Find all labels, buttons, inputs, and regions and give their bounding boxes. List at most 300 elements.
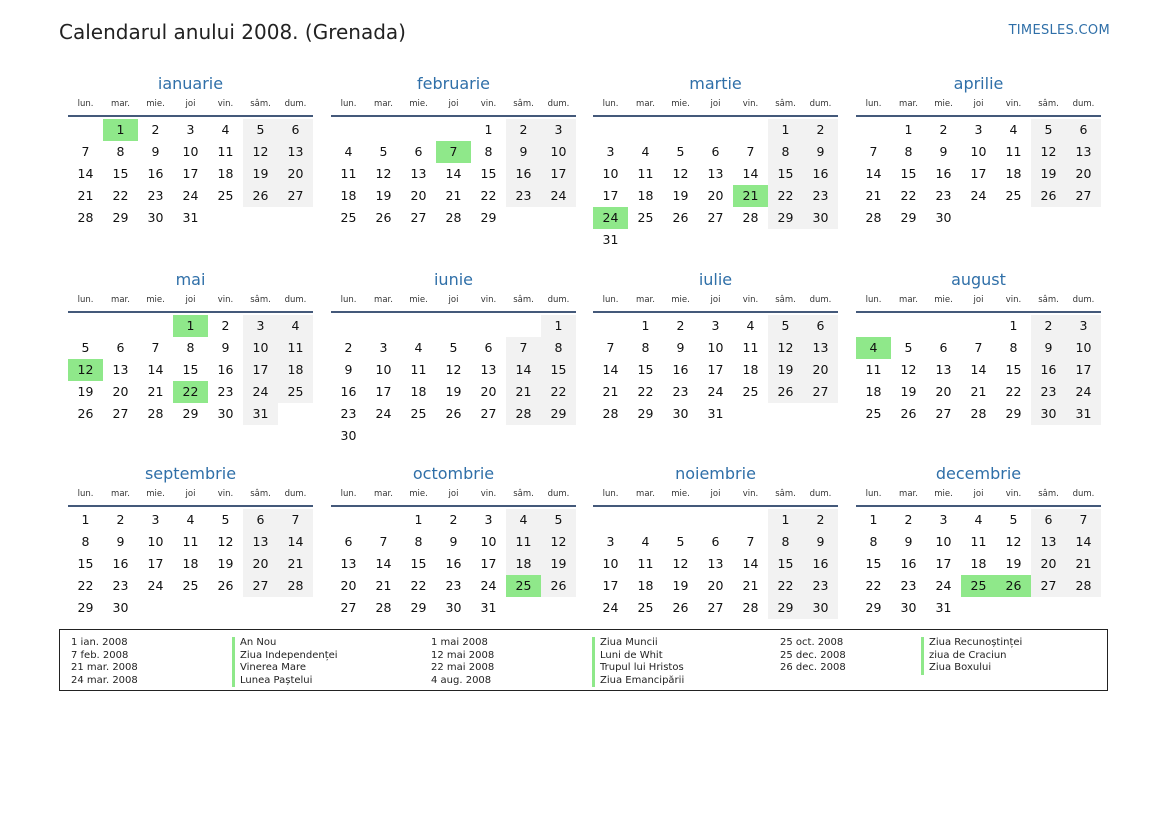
day-cell: 16: [1031, 359, 1066, 381]
weekday-label: mar.: [899, 489, 918, 499]
weekday-label: vin.: [480, 99, 497, 109]
day-cell: 20: [935, 384, 952, 399]
day-cell: 28: [147, 406, 164, 421]
day-cell: 22: [480, 188, 497, 203]
day-cell: 28: [742, 210, 759, 225]
month-name: iunie: [433, 270, 473, 289]
weekday-header: [68, 293, 313, 307]
day-cell: 7: [506, 337, 541, 359]
day-cell: 4: [186, 512, 195, 527]
day-cell: 8: [186, 340, 195, 355]
day-cell: 30: [803, 597, 838, 619]
weekday-label: dum.: [809, 489, 832, 499]
day-grid: [68, 315, 313, 425]
day-cell: 30: [340, 428, 357, 443]
day-cell: 24: [602, 600, 619, 615]
legend-date: 21 mar. 2008: [71, 662, 138, 673]
weekday-label: mar.: [899, 295, 918, 305]
day-cell: 10: [602, 166, 619, 181]
day-cell: 8: [81, 534, 90, 549]
weekday-label: vin.: [742, 489, 759, 499]
weekday-label: joi: [710, 99, 721, 109]
day-cell: 26: [900, 406, 917, 421]
day-cell: 24: [970, 188, 987, 203]
day-cell: 10: [935, 534, 952, 549]
day-cell: 7: [81, 144, 90, 159]
day-cell: 21: [970, 384, 987, 399]
weekday-label: mie.: [934, 295, 953, 305]
legend-holiday-name: Ziua Boxului: [921, 662, 1022, 675]
empty-cell: [891, 315, 926, 337]
day-cell: 8: [1009, 340, 1018, 355]
day-cell: 23: [672, 384, 689, 399]
day-cell: 3: [939, 512, 948, 527]
day-cell: 1: [1009, 318, 1018, 333]
holiday-day: 1: [173, 315, 208, 337]
month-name: martie: [689, 74, 742, 93]
day-cell: 7: [379, 534, 388, 549]
holiday-day: 22: [173, 381, 208, 403]
weekday-label: mie.: [934, 489, 953, 499]
day-grid: [331, 119, 576, 229]
day-cell: 11: [637, 556, 654, 571]
day-cell: 28: [602, 406, 619, 421]
legend-dates-column: [780, 637, 846, 675]
legend-holiday-name: ziua de Craciun: [921, 650, 1022, 663]
weekday-label: mie.: [671, 99, 690, 109]
day-cell: 3: [151, 512, 160, 527]
day-cell: 27: [935, 406, 952, 421]
weekday-label: lun.: [77, 99, 94, 109]
day-cell: 12: [243, 141, 278, 163]
day-cell: 14: [445, 166, 462, 181]
day-cell: 20: [243, 553, 278, 575]
header-divider: [856, 505, 1101, 507]
day-cell: 11: [970, 534, 987, 549]
day-cell: 14: [865, 166, 882, 181]
day-cell: 5: [1009, 512, 1018, 527]
day-cell: 28: [506, 403, 541, 425]
day-cell: 21: [278, 553, 313, 575]
day-cell: 22: [112, 188, 129, 203]
day-cell: 24: [375, 406, 392, 421]
legend-names-column: [592, 637, 684, 687]
day-cell: 1: [869, 512, 878, 527]
day-cell: 15: [865, 556, 882, 571]
legend-holiday-name: Ziua Muncii: [592, 637, 684, 650]
day-grid: [593, 119, 838, 251]
day-cell: 31: [480, 600, 497, 615]
day-cell: 7: [151, 340, 160, 355]
month-mai: [68, 269, 313, 425]
day-cell: 19: [672, 188, 689, 203]
legend-dates-column: [71, 637, 138, 687]
day-cell: 16: [506, 163, 541, 185]
weekday-label: sâm.: [250, 489, 271, 499]
day-cell: 12: [672, 166, 689, 181]
day-cell: 13: [278, 141, 313, 163]
weekday-label: lun.: [602, 99, 619, 109]
day-cell: 27: [1031, 575, 1066, 597]
day-cell: 12: [672, 556, 689, 571]
legend-date: 12 mai 2008: [431, 649, 495, 661]
day-cell: 11: [1005, 144, 1022, 159]
day-cell: 9: [676, 340, 685, 355]
day-cell: 25: [217, 188, 234, 203]
day-cell: 26: [672, 600, 689, 615]
holiday-legend: [59, 629, 1108, 691]
day-cell: 4: [278, 315, 313, 337]
day-cell: 23: [900, 578, 917, 593]
day-cell: 12: [375, 166, 392, 181]
day-cell: 18: [340, 188, 357, 203]
day-cell: 21: [77, 188, 94, 203]
weekday-label: mar.: [111, 295, 130, 305]
day-cell: 11: [217, 144, 234, 159]
weekday-label: dum.: [809, 295, 832, 305]
day-cell: 18: [865, 384, 882, 399]
day-cell: 27: [803, 381, 838, 403]
day-cell: 20: [278, 163, 313, 185]
day-cell: 3: [974, 122, 983, 137]
month-name: septembrie: [144, 464, 237, 483]
header-divider: [68, 115, 313, 117]
legend-date: 1 mai 2008: [431, 637, 488, 648]
month-iunie: [331, 269, 576, 447]
day-cell: 29: [865, 600, 882, 615]
day-cell: 5: [221, 512, 230, 527]
day-cell: 23: [506, 185, 541, 207]
weekday-label: joi: [185, 99, 196, 109]
weekday-header: [68, 97, 313, 111]
holiday-day: 25: [506, 575, 541, 597]
day-cell: 31: [182, 210, 199, 225]
day-cell: 17: [602, 188, 619, 203]
day-cell: 30: [112, 600, 129, 615]
day-cell: 31: [707, 406, 724, 421]
day-cell: 30: [803, 207, 838, 229]
day-cell: 17: [541, 163, 576, 185]
weekday-label: lun.: [865, 295, 882, 305]
day-cell: 25: [637, 600, 654, 615]
day-cell: 22: [410, 578, 427, 593]
day-cell: 8: [541, 337, 576, 359]
day-cell: 3: [379, 340, 388, 355]
day-cell: 14: [602, 362, 619, 377]
day-cell: 27: [410, 210, 427, 225]
empty-cell: [663, 509, 698, 531]
day-cell: 5: [449, 340, 458, 355]
empty-cell: [138, 315, 173, 337]
day-cell: 23: [340, 406, 357, 421]
day-cell: 23: [935, 188, 952, 203]
legend-date: 1 ian. 2008: [71, 637, 128, 648]
weekday-label: mar.: [899, 99, 918, 109]
day-cell: 11: [637, 166, 654, 181]
weekday-label: dum.: [547, 295, 570, 305]
day-cell: 28: [742, 600, 759, 615]
day-cell: 18: [506, 553, 541, 575]
empty-cell: [331, 119, 366, 141]
day-cell: 16: [112, 556, 129, 571]
weekday-label: vin.: [1005, 295, 1022, 305]
empty-cell: [698, 509, 733, 531]
day-cell: 16: [217, 362, 234, 377]
weekday-label: lun.: [602, 295, 619, 305]
weekday-header: [593, 487, 838, 501]
day-cell: 2: [116, 512, 125, 527]
empty-cell: [593, 119, 628, 141]
weekday-label: dum.: [1072, 99, 1095, 109]
day-cell: 24: [243, 381, 278, 403]
day-cell: 16: [803, 553, 838, 575]
weekday-label: mie.: [934, 99, 953, 109]
day-grid: [593, 315, 838, 425]
weekday-label: lun.: [340, 99, 357, 109]
day-cell: 22: [900, 188, 917, 203]
day-cell: 25: [410, 406, 427, 421]
day-cell: 19: [541, 553, 576, 575]
weekday-label: mie.: [671, 295, 690, 305]
weekday-label: dum.: [547, 489, 570, 499]
weekday-label: joi: [448, 295, 459, 305]
month-name: august: [951, 270, 1006, 289]
site-link[interactable]: TIMESLES.COM: [1008, 23, 1110, 38]
weekday-label: mie.: [146, 99, 165, 109]
legend-holiday-name: Lunea Paștelui: [232, 675, 338, 688]
weekday-label: mar.: [374, 295, 393, 305]
weekday-label: vin.: [217, 489, 234, 499]
day-cell: 29: [112, 210, 129, 225]
weekday-header: [856, 293, 1101, 307]
day-cell: 4: [641, 534, 650, 549]
weekday-label: joi: [448, 489, 459, 499]
day-cell: 2: [676, 318, 685, 333]
weekday-label: lun.: [865, 489, 882, 499]
day-cell: 29: [182, 406, 199, 421]
holiday-day: 24: [593, 207, 628, 229]
day-cell: 22: [1005, 384, 1022, 399]
day-cell: 14: [742, 166, 759, 181]
day-cell: 10: [970, 144, 987, 159]
day-cell: 22: [541, 381, 576, 403]
day-cell: 11: [182, 534, 199, 549]
weekday-header: [331, 97, 576, 111]
day-cell: 23: [147, 188, 164, 203]
day-cell: 2: [221, 318, 230, 333]
day-cell: 1: [484, 122, 493, 137]
weekday-label: sâm.: [513, 99, 534, 109]
day-cell: 26: [768, 381, 803, 403]
empty-cell: [366, 315, 401, 337]
weekday-header: [68, 487, 313, 501]
day-cell: 17: [602, 578, 619, 593]
holiday-day: 21: [733, 185, 768, 207]
legend-date: 4 aug. 2008: [431, 674, 492, 686]
day-cell: 12: [541, 531, 576, 553]
day-cell: 8: [484, 144, 493, 159]
day-cell: 2: [904, 512, 913, 527]
day-grid: [856, 509, 1101, 619]
month-aprilie: [856, 73, 1101, 229]
empty-cell: [401, 315, 436, 337]
day-cell: 25: [742, 384, 759, 399]
day-cell: 30: [147, 210, 164, 225]
month-august: [856, 269, 1101, 425]
day-cell: 24: [147, 578, 164, 593]
day-cell: 18: [217, 166, 234, 181]
day-cell: 15: [410, 556, 427, 571]
empty-cell: [331, 315, 366, 337]
day-cell: 6: [484, 340, 493, 355]
day-cell: 29: [541, 403, 576, 425]
empty-cell: [331, 509, 366, 531]
day-cell: 22: [637, 384, 654, 399]
weekday-label: vin.: [1005, 99, 1022, 109]
day-cell: 4: [414, 340, 423, 355]
day-cell: 6: [278, 119, 313, 141]
day-cell: 1: [768, 509, 803, 531]
month-name: aprilie: [953, 74, 1004, 93]
day-cell: 7: [974, 340, 983, 355]
day-cell: 10: [602, 556, 619, 571]
month-name: mai: [175, 270, 206, 289]
day-cell: 30: [445, 600, 462, 615]
day-cell: 2: [939, 122, 948, 137]
day-cell: 19: [1005, 556, 1022, 571]
weekday-label: lun.: [340, 489, 357, 499]
day-cell: 26: [541, 575, 576, 597]
day-cell: 8: [869, 534, 878, 549]
day-cell: 20: [803, 359, 838, 381]
day-cell: 19: [672, 578, 689, 593]
day-cell: 15: [768, 553, 803, 575]
day-cell: 13: [410, 166, 427, 181]
day-cell: 31: [243, 403, 278, 425]
month-name: februarie: [416, 74, 491, 93]
day-cell: 2: [803, 509, 838, 531]
weekday-label: vin.: [480, 489, 497, 499]
day-cell: 4: [1009, 122, 1018, 137]
day-cell: 6: [711, 144, 720, 159]
day-cell: 14: [742, 556, 759, 571]
weekday-label: sâm.: [1038, 99, 1059, 109]
weekday-header: [856, 487, 1101, 501]
day-cell: 15: [1005, 362, 1022, 377]
day-cell: 12: [900, 362, 917, 377]
weekday-header: [856, 97, 1101, 111]
day-cell: 1: [541, 315, 576, 337]
day-cell: 2: [1031, 315, 1066, 337]
weekday-label: vin.: [217, 99, 234, 109]
empty-cell: [471, 315, 506, 337]
month-name: decembrie: [935, 464, 1022, 483]
weekday-label: dum.: [284, 295, 307, 305]
day-cell: 17: [935, 556, 952, 571]
day-cell: 5: [768, 315, 803, 337]
day-cell: 19: [243, 163, 278, 185]
header-divider: [331, 115, 576, 117]
empty-cell: [698, 119, 733, 141]
weekday-header: [331, 293, 576, 307]
month-name: iulie: [698, 270, 733, 289]
day-cell: 9: [151, 144, 160, 159]
day-cell: 19: [217, 556, 234, 571]
day-cell: 8: [414, 534, 423, 549]
day-cell: 19: [1031, 163, 1066, 185]
empty-cell: [366, 509, 401, 531]
weekday-header: [593, 97, 838, 111]
weekday-label: lun.: [865, 99, 882, 109]
weekday-label: mar.: [636, 99, 655, 109]
weekday-label: lun.: [340, 295, 357, 305]
day-cell: 24: [480, 578, 497, 593]
day-cell: 9: [939, 144, 948, 159]
day-cell: 14: [1066, 531, 1101, 553]
month-noiembrie: [593, 463, 838, 619]
day-cell: 9: [116, 534, 125, 549]
day-cell: 30: [217, 406, 234, 421]
weekday-label: dum.: [284, 99, 307, 109]
day-cell: 24: [935, 578, 952, 593]
day-cell: 28: [77, 210, 94, 225]
empty-cell: [663, 119, 698, 141]
weekday-label: mie.: [146, 489, 165, 499]
empty-cell: [366, 119, 401, 141]
day-cell: 24: [541, 185, 576, 207]
day-cell: 30: [900, 600, 917, 615]
day-cell: 6: [1031, 509, 1066, 531]
day-cell: 10: [541, 141, 576, 163]
day-cell: 14: [278, 531, 313, 553]
day-cell: 6: [1066, 119, 1101, 141]
empty-cell: [593, 509, 628, 531]
day-cell: 29: [1005, 406, 1022, 421]
day-cell: 30: [672, 406, 689, 421]
day-cell: 31: [602, 232, 619, 247]
day-cell: 5: [243, 119, 278, 141]
month-martie: [593, 73, 838, 251]
weekday-label: vin.: [217, 295, 234, 305]
day-cell: 28: [970, 406, 987, 421]
weekday-label: mie.: [146, 295, 165, 305]
day-cell: 28: [1066, 575, 1101, 597]
weekday-label: mie.: [409, 489, 428, 499]
month-name: octombrie: [412, 464, 495, 483]
day-cell: 8: [768, 141, 803, 163]
day-cell: 16: [803, 163, 838, 185]
day-cell: 18: [637, 188, 654, 203]
day-cell: 13: [1066, 141, 1101, 163]
weekday-label: mar.: [636, 295, 655, 305]
day-cell: 14: [77, 166, 94, 181]
day-cell: 13: [707, 166, 724, 181]
weekday-label: sâm.: [1038, 489, 1059, 499]
day-cell: 17: [970, 166, 987, 181]
day-cell: 12: [217, 534, 234, 549]
day-cell: 13: [243, 531, 278, 553]
day-cell: 20: [1066, 163, 1101, 185]
day-cell: 6: [116, 340, 125, 355]
day-cell: 11: [506, 531, 541, 553]
day-cell: 20: [480, 384, 497, 399]
empty-cell: [856, 315, 891, 337]
header-divider: [593, 505, 838, 507]
legend-date: 25 oct. 2008: [780, 637, 844, 648]
day-cell: 10: [480, 534, 497, 549]
day-cell: 12: [445, 362, 462, 377]
weekday-label: dum.: [284, 489, 307, 499]
